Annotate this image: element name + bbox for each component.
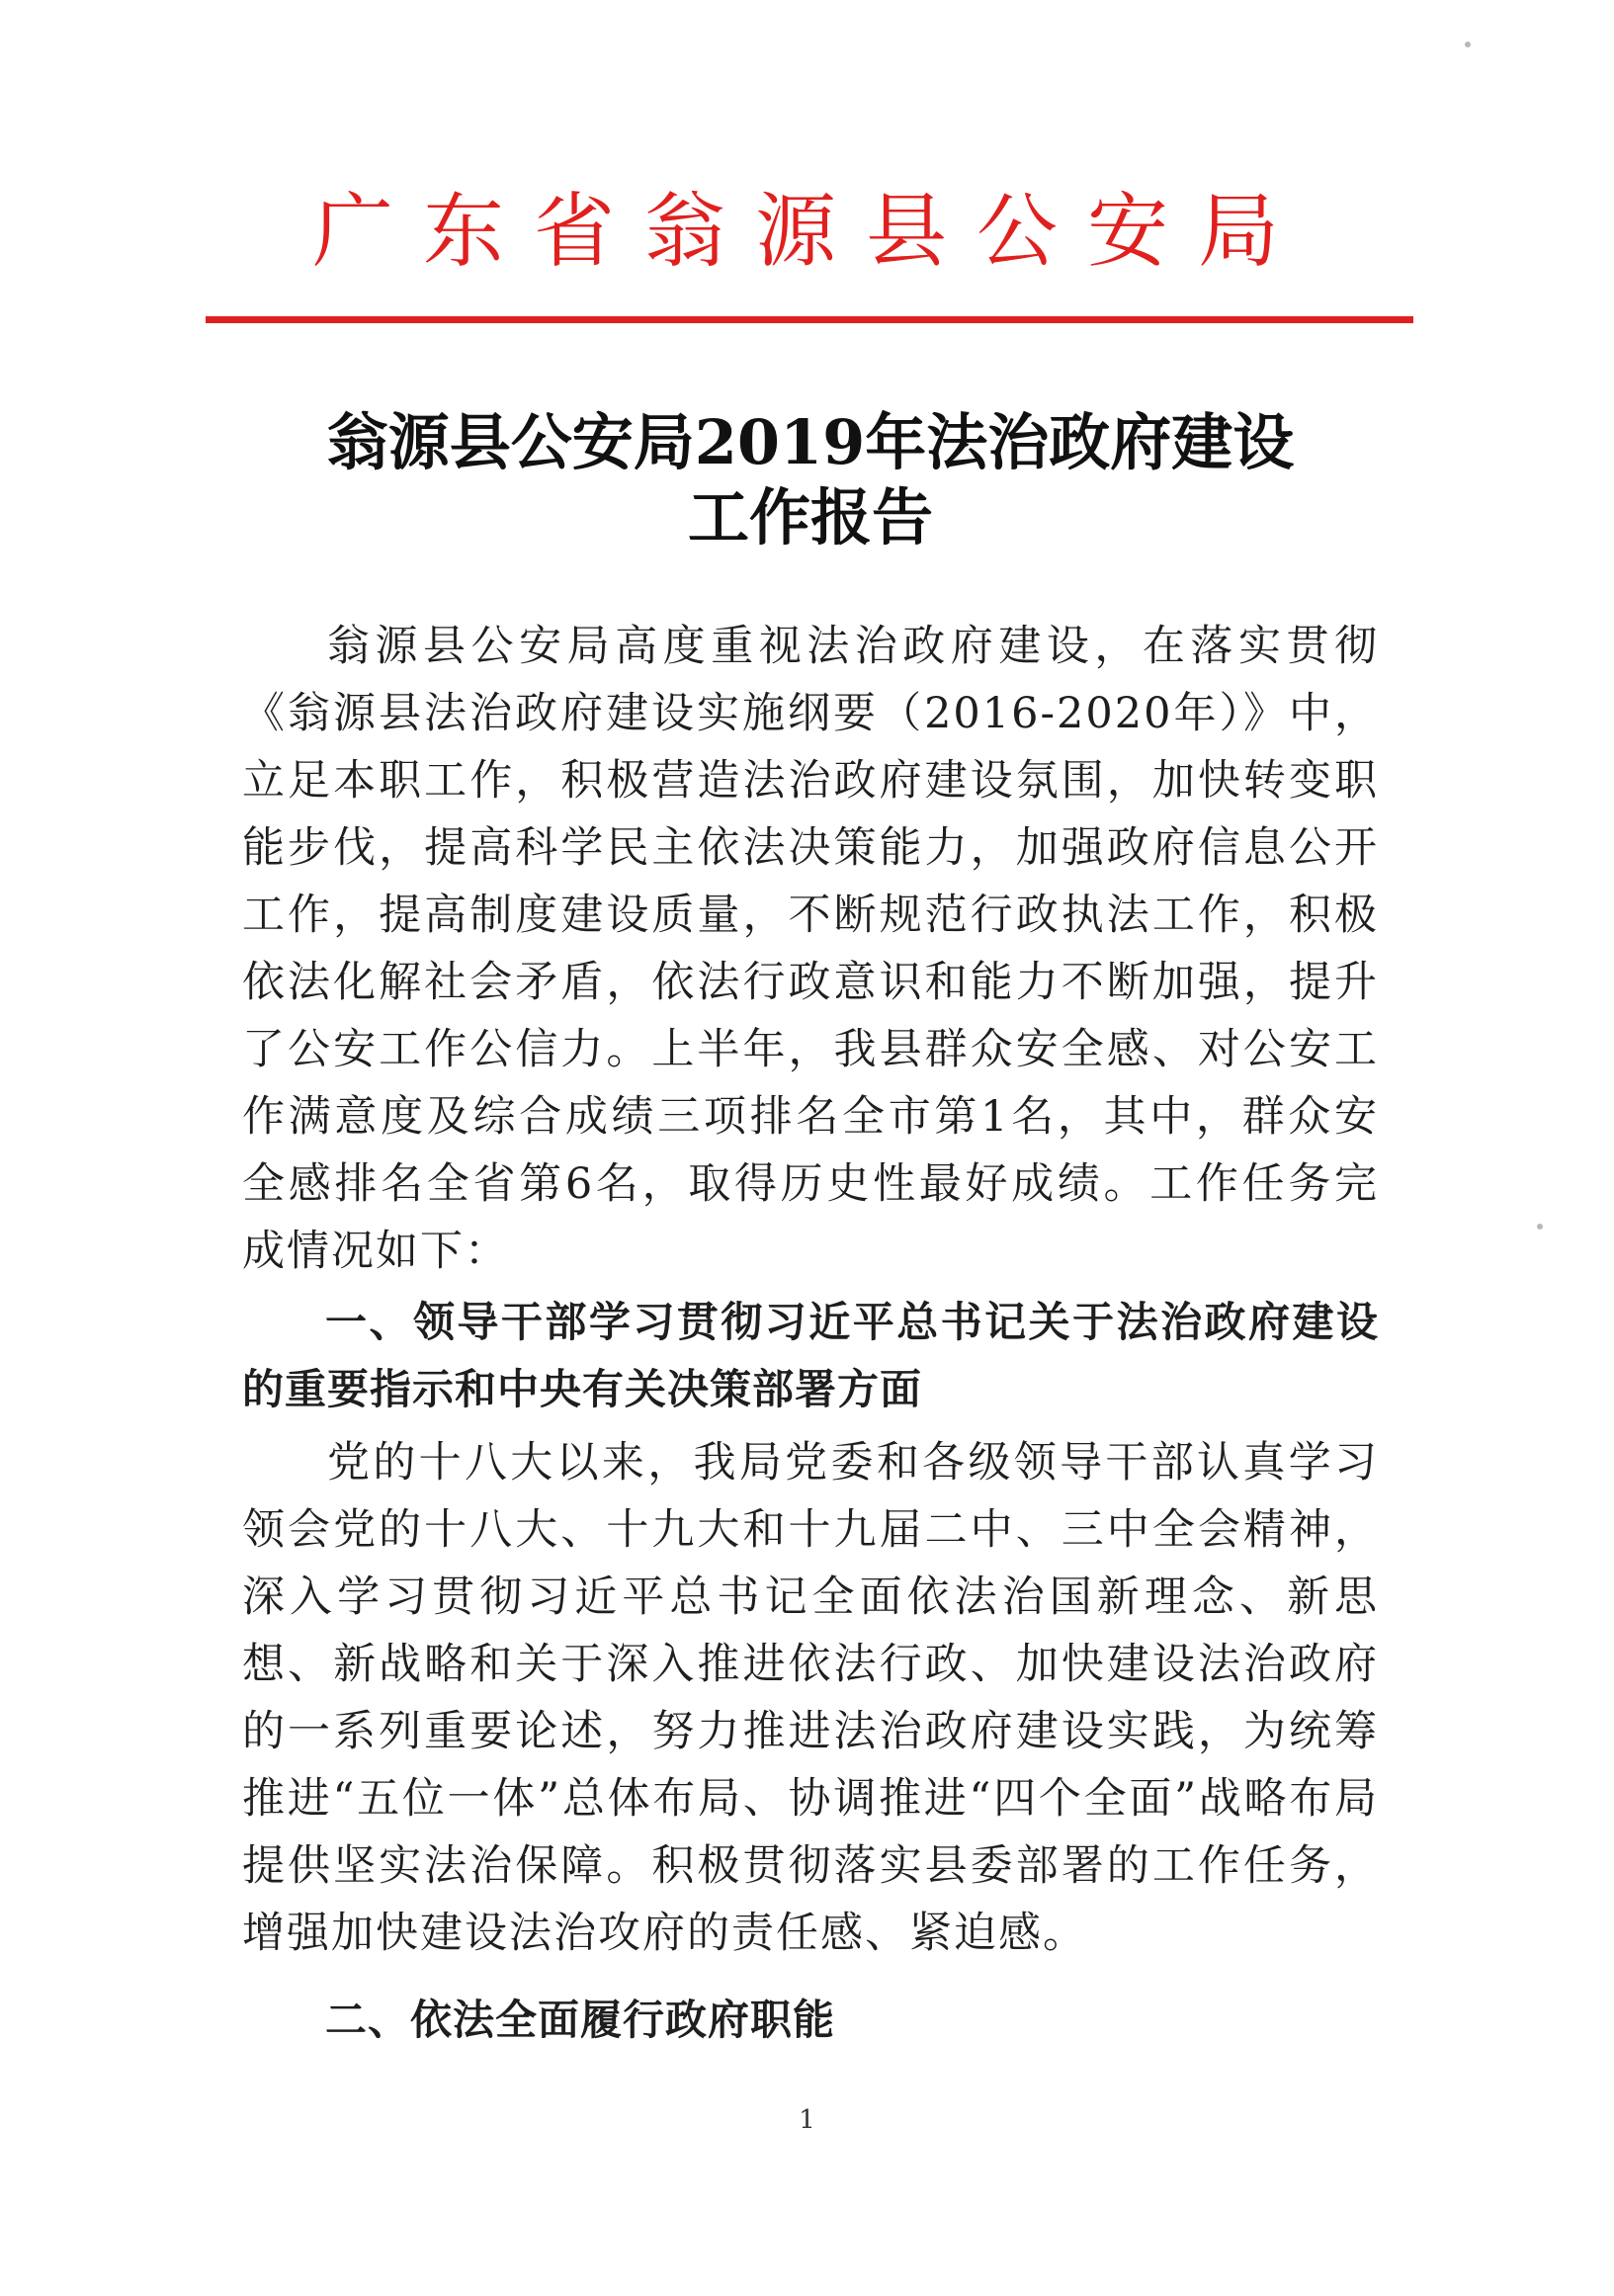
intro-paragraph: 翁源县公安局高度重视法治政府建设，在落实贯彻《翁源县法治政府建设实施纲要（2016-2020年）》中，立足本职工作，积极营造法治政府建设氛围，加快转变职能步伐，提高科学民主依法决策能力，加强政府信息公开工作，提高制度建设质量，不断规范行政执法工作，积极依法化解社会矛盾，依法行政意识和能力不断加强，提升了公安工作公信力。上半年，我县群众安全感、对公安工作满意度及综合成绩三项排名全市第1名，其中，群众安全感排名全省第6名，取得历史性最好成绩。工作任务完成情况如下： [242, 622, 1379, 1276]
section-1-paragraph: 党的十八大以来，我局党委和各级领导干部认真学习领会党的十八大、十九大和十九届二中、三中全会精神，深入学习贯彻习近平总书记全面依法治国新理念、新思想、新战略和关于深入推进依法行政、加快建设法治政府的一系列重要论述，努力推进法治政府建设实践，为统筹推进“五位一体”总体布局、协调推进“四个全面”战略布局提供坚实法治保障。积极贯彻落实县委部署的工作任务，增强加快建设法治攻府的责任感、紧迫感。 [242, 1438, 1379, 1958]
document-title-line-2: 工作报告 [687, 481, 933, 553]
document-title-line-1: 翁源县公安局2019年法治政府建设 [326, 406, 1295, 478]
page-number: 1 [799, 2105, 815, 2135]
section-heading-1: 一、领导干部学习贯彻习近平总书记关于法治政府建设的重要指示和中央有关决策部署方面 [242, 1298, 1379, 1413]
letterhead-red-rule [206, 316, 1413, 323]
scan-speck [1537, 1224, 1543, 1230]
scan-speck [1465, 42, 1471, 47]
document-body [242, 613, 1379, 2060]
document-title [198, 405, 1423, 555]
section-heading-2: 二、依法全面履行政府职能 [325, 1996, 836, 2044]
letterhead-org-name: 广东省翁源县公安局 [311, 185, 1309, 279]
